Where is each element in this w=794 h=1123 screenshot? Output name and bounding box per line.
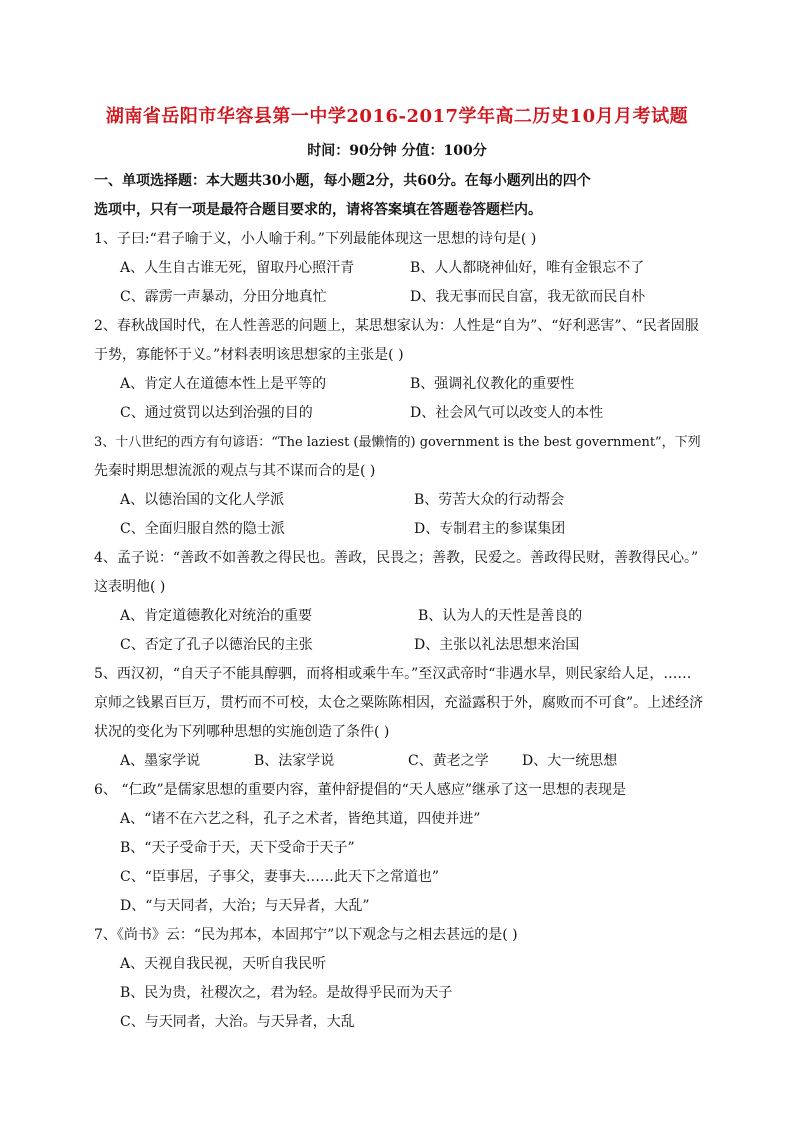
question-5-stem-line-1: 5、西汉初，“自天子不能具醇驷，而将相或乘牛车。”至汉武帝时“非遇水旱，则民家给人足，…… bbox=[94, 666, 692, 682]
question-6-option-d: D、“与天同者，大治；与天异者，大乱” bbox=[120, 898, 370, 914]
question-1-stem: 1、子曰:“君子喻于义，小人喻于利。”下列最能体现这一思想的诗句是( ) bbox=[94, 231, 537, 247]
question-5-option-a: A、墨家学说 bbox=[120, 753, 201, 769]
question-5-stem-line-3: 状况的变化为下列哪种思想的实施创造了条件( ) bbox=[94, 724, 390, 740]
question-2-option-b: B、强调礼仪教化的重要性 bbox=[410, 376, 575, 392]
question-4-option-a: A、肯定道德教化对统治的重要 bbox=[120, 608, 313, 624]
question-7-option-a: A、天视自我民视，天听自我民听 bbox=[120, 956, 327, 972]
question-7-option-b: B、民为贵，社稷次之，君为轻。是故得乎民而为天子 bbox=[120, 985, 453, 1001]
question-3-option-d: D、专制君主的参谋集团 bbox=[414, 521, 566, 537]
question-2-stem-line-1: 2、春秋战国时代，在人性善恶的问题上，某思想家认为：人性是“自为”、“好利恶害”、“民者固服 bbox=[94, 318, 699, 334]
question-1-option-a: A、人生自古谁无死，留取丹心照汗青 bbox=[120, 260, 355, 276]
question-3-stem-line-2: 先秦时期思想流派的观点与其不谋而合的是( ) bbox=[94, 463, 376, 479]
question-4-option-b: B、认为人的天性是善良的 bbox=[418, 608, 583, 624]
question-1-option-d: D、我无事而民自富，我无欲而民自朴 bbox=[410, 289, 646, 305]
question-2-stem-line-2: 于势，寡能怀于义。”材料表明该思想家的主张是( ) bbox=[94, 347, 404, 363]
question-6-stem: 6、 “仁政”是儒家思想的重要内容，董仲舒提倡的“天人感应”继承了这一思想的表现是 bbox=[94, 782, 626, 798]
question-5-option-c: C、黄老之学 bbox=[408, 753, 489, 769]
page-title: 湖南省岳阳市华容县第一中学2016-2017学年高二历史10月月考试题 bbox=[105, 106, 689, 127]
question-2-option-c: C、通过赏罚以达到治强的目的 bbox=[120, 405, 313, 421]
section-instructions-line-2: 选项中，只有一项是最符合题目要求的，请将答案填在答题卷答题栏内。 bbox=[94, 202, 542, 218]
question-4-stem-line-1: 4、孟子说：“善政不如善教之得民也。善政，民畏之；善教，民爱之。善政得民财，善教得民心。” bbox=[94, 550, 699, 566]
exam-time-score: 时间：90分钟 分值：100分 bbox=[307, 143, 487, 159]
question-2-option-d: D、社会风气可以改变人的本性 bbox=[410, 405, 604, 421]
question-3-option-b: B、劳苦大众的行动帮会 bbox=[414, 492, 565, 508]
question-3-option-c: C、全面归服自然的隐士派 bbox=[120, 521, 285, 537]
question-3-option-a: A、以德治国的文化人学派 bbox=[120, 492, 285, 508]
question-4-stem-line-2: 这表明他( ) bbox=[94, 579, 166, 595]
question-6-option-a: A、“诸不在六艺之科，孔子之术者，皆绝其道，四使并进” bbox=[120, 811, 481, 827]
question-5-option-b: B、法家学说 bbox=[254, 753, 335, 769]
question-2-option-a: A、肯定人在道德本性上是平等的 bbox=[120, 376, 327, 392]
question-7-option-c: C、与天同者，大治。与天异者，大乱 bbox=[120, 1014, 355, 1030]
question-6-option-b: B、“天子受命于天，天下受命于天子” bbox=[120, 840, 355, 856]
question-4-option-c: C、否定了孔子以德治民的主张 bbox=[120, 637, 313, 653]
question-5-option-d: D、大一统思想 bbox=[522, 753, 618, 769]
question-4-option-d: D、主张以礼法思想来治国 bbox=[414, 637, 580, 653]
question-3-stem-line-1: 3、十八世纪的西方有句谚语：“The laziest (最懒惰的) government is the best government”，下列 bbox=[94, 435, 701, 450]
question-5-stem-line-2: 京师之钱累百巨万，贯朽而不可校，太仓之粟陈陈相因，充溢露积于外，腐败而不可食”。上述经济 bbox=[94, 695, 704, 711]
question-6-option-c: C、“臣事居，子事父，妻事夫……此天下之常道也” bbox=[120, 869, 440, 885]
question-1-option-b: B、人人都晓神仙好，唯有金银忘不了 bbox=[410, 260, 645, 276]
question-1-option-c: C、霹雳一声暴动，分田分地真忙 bbox=[120, 289, 327, 305]
question-7-stem: 7、《尚书》云：“民为邦本，本固邦宁”以下观念与之相去甚远的是( ) bbox=[94, 927, 518, 943]
section-instructions-line-1: 一、单项选择题：本大题共30小题，每小题2分，共60分。在每小题列出的四个 bbox=[94, 173, 591, 189]
